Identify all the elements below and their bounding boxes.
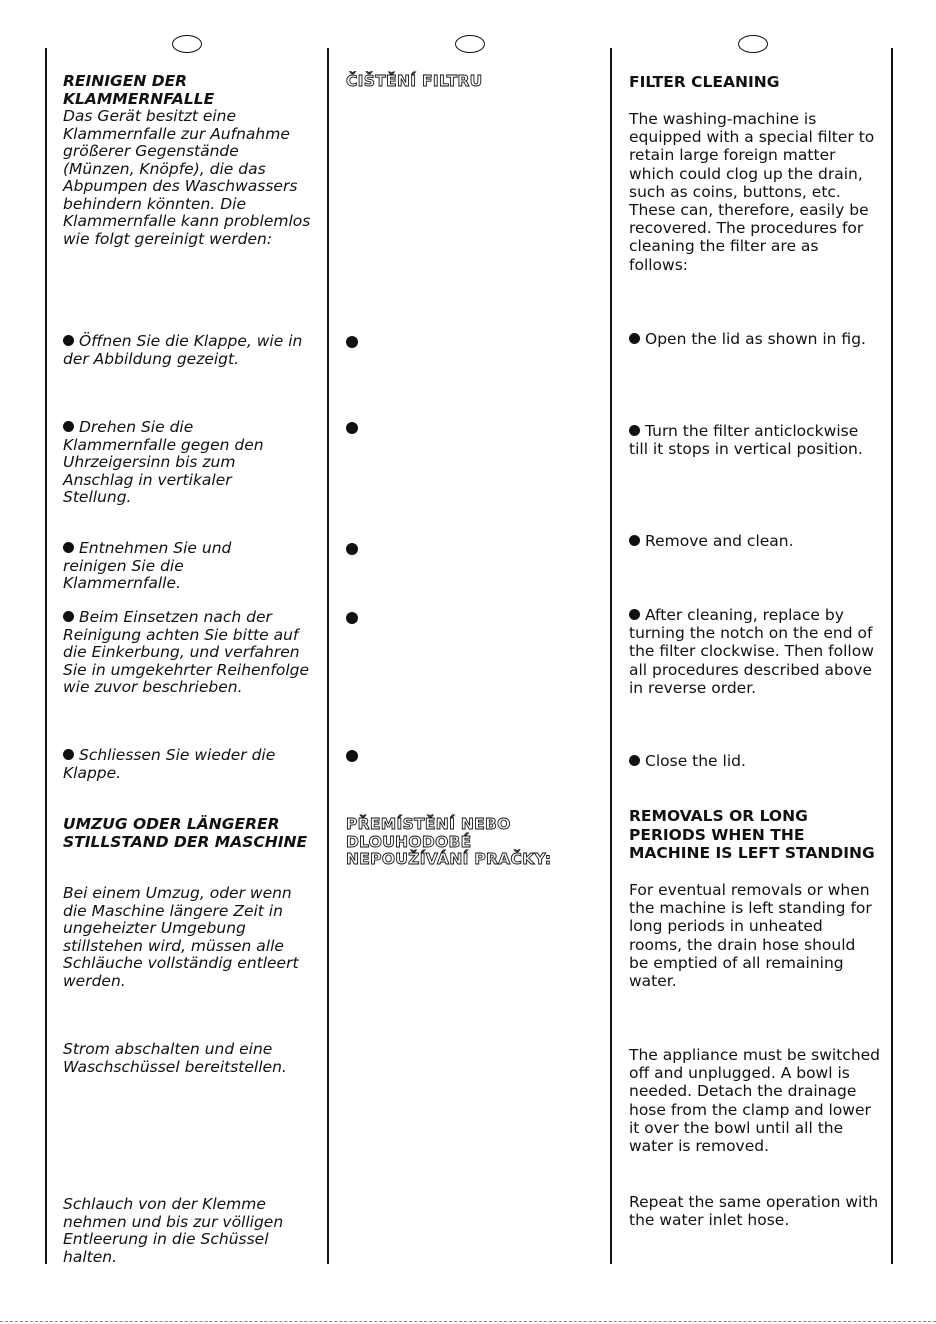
language-oval-czech bbox=[455, 35, 485, 53]
column-divider-3 bbox=[610, 48, 612, 1264]
bullet-icon bbox=[63, 335, 74, 346]
en-heading-removals: REMOVALS OR LONG PERIODS WHEN THE MACHINE IS LEFT STANDING bbox=[629, 807, 875, 862]
de-step-2: Drehen Sie die Klammernfalle gegen den Uhrzeigersinn bis zum Anschlag in vertikaler Stellung. bbox=[63, 418, 264, 506]
cz-bullet-3-icon bbox=[346, 543, 358, 555]
de-heading-removals: UMZUG ODER LÄNGERER STILLSTAND DER MASCHINE bbox=[63, 815, 308, 851]
en-inlet-hose-text: Repeat the same operation with the water inlet hose. bbox=[629, 1193, 879, 1230]
en-heading-filter: FILTER CLEANING bbox=[629, 73, 780, 91]
de-intro-text: Das Gerät besitzt eine Klammernfalle zur Aufnahme größerer Gegenstände (Münzen, Knöpfe), die das Abpumpen des Waschwassers behindern könnten. Die Klammernfalle kann problemlos wie folgt gereinigt werden: bbox=[63, 107, 311, 248]
language-oval-german bbox=[172, 35, 202, 53]
de-hose-text: Schlauch von der Klemme nehmen und bis zur völligen Entleerung in die Schüssel halten. bbox=[63, 1195, 284, 1266]
cz-heading-removals: PŘEMÍSTĚNÍ NEBO DLOUHODOBÉ NEPOUŽÍVÁNÍ PRAČKY: bbox=[346, 815, 552, 868]
page-bottom-dotted-line bbox=[0, 1321, 936, 1322]
en-removals-text: For eventual removals or when the machine is left standing for long periods in unheated rooms, the drain hose should be emptied of all remaining water. bbox=[629, 881, 872, 991]
bullet-icon bbox=[629, 535, 640, 546]
de-power-off-text: Strom abschalten und eine Waschschüssel bereitstellen. bbox=[63, 1040, 287, 1076]
bullet-icon bbox=[63, 749, 74, 760]
language-oval-english bbox=[738, 35, 768, 53]
de-step-3: Entnehmen Sie und reinigen Sie die Klammernfalle. bbox=[63, 539, 232, 592]
cz-heading-filter: ČIŠTĚNÍ FILTRU bbox=[346, 72, 483, 90]
de-step-4: Beim Einsetzen nach der Reinigung achten Sie bitte auf die Einkerbung, und verfahren Sie in umgekehrter Reihenfolge wie zuvor beschrieben. bbox=[63, 608, 310, 696]
en-step-1: Open the lid as shown in fig. bbox=[629, 330, 869, 348]
bullet-icon bbox=[629, 425, 640, 436]
bullet-icon bbox=[629, 755, 640, 766]
column-divider-left bbox=[45, 48, 47, 1264]
de-heading-filter: REINIGEN DER KLAMMERNFALLE bbox=[63, 72, 215, 108]
bullet-icon bbox=[63, 542, 74, 553]
cz-bullet-2-icon bbox=[346, 422, 358, 434]
en-step-2: Turn the filter anticlockwise till it stops in vertical position. bbox=[629, 422, 863, 459]
bullet-icon bbox=[63, 421, 74, 432]
column-divider-2 bbox=[327, 48, 329, 1264]
en-intro-text: The washing-machine is equipped with a special filter to retain large foreign matter which could clog up the drain, such as coins, buttons, etc. These can, therefore, easily be recovered. The procedures for cleaning the filter are as follows: bbox=[629, 110, 875, 274]
de-step-1: Öffnen Sie die Klappe, wie in der Abbildung gezeigt. bbox=[63, 332, 303, 368]
bullet-icon bbox=[629, 333, 640, 344]
bullet-icon bbox=[629, 609, 640, 620]
cz-bullet-5-icon bbox=[346, 750, 358, 762]
de-removals-text: Bei einem Umzug, oder wenn die Maschine längere Zeit in ungeheizter Umgebung stillstehen wird, müssen alle Schläuche vollständig entleert werden. bbox=[63, 884, 299, 990]
de-step-5: Schliessen Sie wieder die Klappe. bbox=[63, 746, 276, 782]
cz-bullet-4-icon bbox=[346, 612, 358, 624]
en-power-off-text: The appliance must be switched off and unplugged. A bowl is needed. Detach the drainage hose from the clamp and lower it over the bowl until all the water is removed. bbox=[629, 1046, 881, 1156]
en-step-3: Remove and clean. bbox=[629, 532, 881, 550]
bullet-icon bbox=[63, 611, 74, 622]
cz-bullet-1-icon bbox=[346, 336, 358, 348]
en-step-5: Close the lid. bbox=[629, 752, 881, 770]
column-divider-right bbox=[891, 48, 893, 1264]
en-step-4: After cleaning, replace by turning the notch on the end of the filter clockwise. Then follow all procedures described above in reverse order. bbox=[629, 606, 874, 697]
